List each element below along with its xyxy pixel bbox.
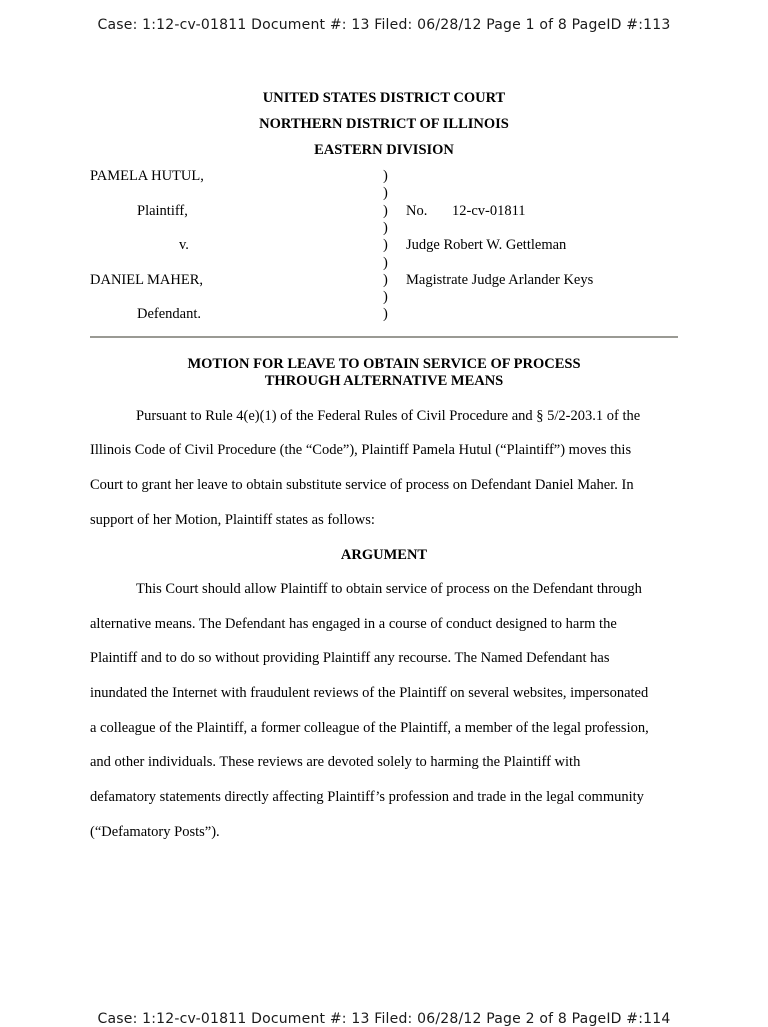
body-line: Illinois Code of Civil Procedure (the “Code”), Plaintiff Pamela Hutul (“Plaintiff”) moves this <box>90 442 632 458</box>
caption-paren: ) <box>383 272 388 288</box>
body-line: a colleague of the Plaintiff, a former colleague of the Plaintiff, a member of the legal profession, <box>90 720 649 736</box>
caption-paren: ) <box>383 168 388 184</box>
caption-paren: ) <box>383 255 388 271</box>
body-line: This Court should allow Plaintiff to obtain service of process on the Defendant through <box>136 581 642 597</box>
defendant-name: DANIEL MAHER, <box>90 272 204 288</box>
body-line: Court to grant her leave to obtain substitute service of process on Defendant Daniel Maher. In <box>90 477 634 493</box>
plaintiff-name: PAMELA HUTUL, <box>90 168 204 184</box>
body-line: Pursuant to Rule 4(e)(1) of the Federal Rules of Civil Procedure and § 5/2-203.1 of the <box>136 408 641 424</box>
motion-title-line-1: MOTION FOR LEAVE TO OBTAIN SERVICE OF PROCESS <box>187 356 581 372</box>
body-line: defamatory statements directly affecting Plaintiff’s profession and trade in the legal community <box>90 789 644 805</box>
court-district: NORTHERN DISTRICT OF ILLINOIS <box>259 116 509 132</box>
caption-paren: ) <box>383 185 388 201</box>
body-line: Plaintiff and to do so without providing Plaintiff any recourse. The Named Defendant has <box>90 650 610 666</box>
caption-paren: ) <box>383 306 388 322</box>
body-line: support of her Motion, Plaintiff states as follows: <box>90 512 375 528</box>
court-division: EASTERN DIVISION <box>314 142 454 158</box>
ecf-header-page-1: Case: 1:12-cv-01811 Document #: 13 Filed: 06/28/12 Page 1 of 8 PageID #:113 <box>97 17 671 33</box>
body-line: alternative means. The Defendant has engaged in a course of conduct designed to harm the <box>90 616 617 632</box>
caption-paren: ) <box>383 289 388 305</box>
plaintiff-role: Plaintiff, <box>137 203 188 219</box>
versus: v. <box>179 237 189 253</box>
body-line: (“Defamatory Posts”). <box>90 824 220 840</box>
defendant-role: Defendant. <box>137 306 202 322</box>
body-line: inundated the Internet with fraudulent reviews of the Plaintiff on several websites, impersonated <box>90 685 649 701</box>
motion-title-line-2: THROUGH ALTERNATIVE MEANS <box>264 373 504 389</box>
argument-heading: ARGUMENT <box>340 547 428 563</box>
case-number: 12-cv-01811 <box>452 203 526 219</box>
magistrate-judge: Magistrate Judge Arlander Keys <box>406 272 594 288</box>
case-number-label: No. <box>406 203 428 219</box>
caption-paren: ) <box>383 237 388 253</box>
caption-paren: ) <box>383 220 388 236</box>
court-name: UNITED STATES DISTRICT COURT <box>262 90 506 106</box>
caption-divider <box>90 336 678 338</box>
caption-paren: ) <box>383 203 388 219</box>
body-line: and other individuals. These reviews are devoted solely to harming the Plaintiff with <box>90 754 581 770</box>
assigned-judge: Judge Robert W. Gettleman <box>406 237 567 253</box>
ecf-header-page-2: Case: 1:12-cv-01811 Document #: 13 Filed: 06/28/12 Page 2 of 8 PageID #:114 <box>97 1011 671 1027</box>
